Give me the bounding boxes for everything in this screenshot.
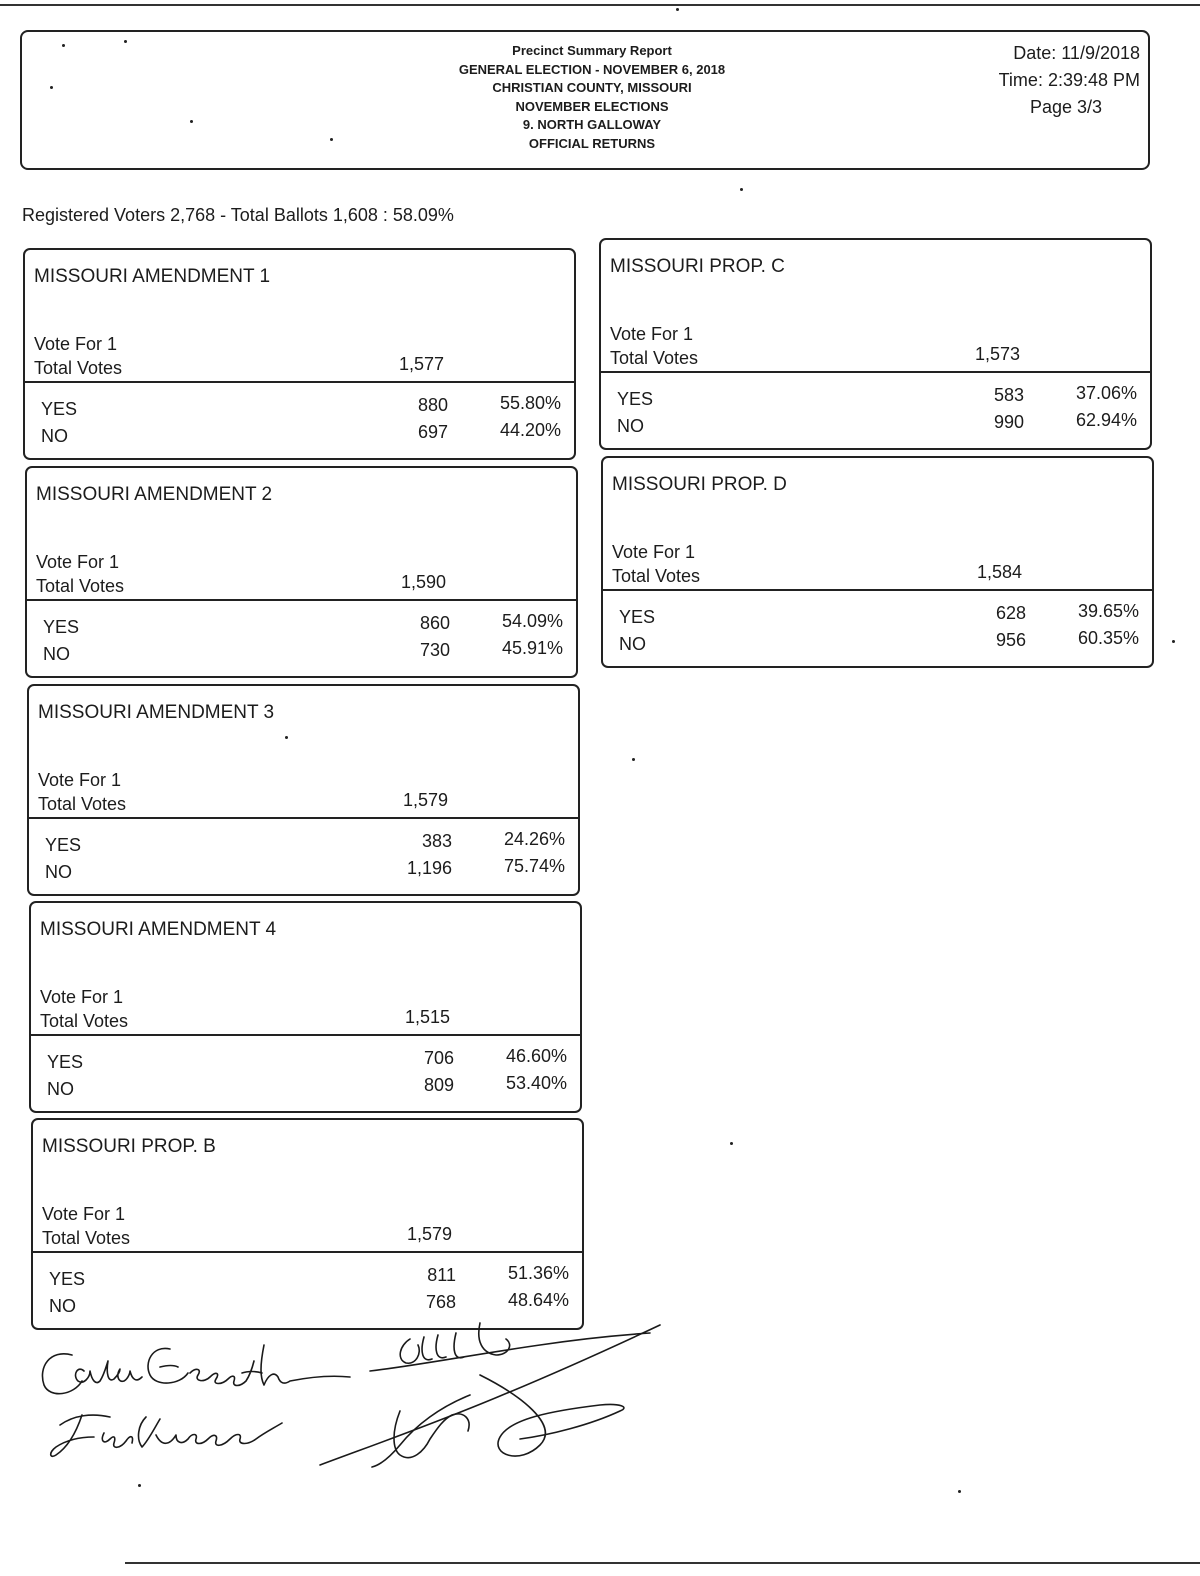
turnout-summary: Registered Voters 2,768 - Total Ballots 1,608 : 58.09% xyxy=(22,205,454,225)
choice-votes: 697 xyxy=(417,422,448,442)
choice-row xyxy=(29,829,578,863)
report-title-block xyxy=(352,42,832,153)
contest-title: MISSOURI AMENDMENT 3 xyxy=(38,702,275,723)
choice-row xyxy=(603,601,1152,635)
report-title: Precinct Summary Report xyxy=(512,43,672,58)
choice-votes: 383 xyxy=(421,831,452,851)
scan-speck xyxy=(730,1142,733,1145)
report-meta xyxy=(922,40,1140,121)
choice-percent: 55.80% xyxy=(499,393,561,413)
total-votes-value: 1,579 xyxy=(406,1224,452,1244)
divider xyxy=(33,1251,582,1253)
choice-votes: 990 xyxy=(993,412,1024,432)
scan-speck xyxy=(676,8,679,11)
choice-label: NO xyxy=(43,644,70,664)
choice-percent: 62.94% xyxy=(1075,410,1137,430)
total-votes-label: Total Votes xyxy=(40,1011,129,1031)
choice-percent: 37.06% xyxy=(1075,383,1137,403)
scan-speck xyxy=(958,1490,961,1493)
scan-speck xyxy=(190,120,193,123)
choice-row xyxy=(31,1046,580,1080)
scan-speck xyxy=(138,1484,141,1487)
scan-speck xyxy=(50,86,53,89)
total-votes-value: 1,577 xyxy=(398,354,444,374)
signature-carla-esseth xyxy=(42,1345,350,1394)
vote-for-label: Vote For 1 xyxy=(610,324,694,344)
choice-row xyxy=(603,628,1152,662)
divider xyxy=(29,817,578,819)
contest-title: MISSOURI AMENDMENT 4 xyxy=(40,919,277,940)
choice-percent: 39.65% xyxy=(1077,601,1139,621)
scan-speck xyxy=(632,758,635,761)
scan-speck xyxy=(330,138,333,141)
choice-row xyxy=(29,856,578,890)
contest-box xyxy=(29,901,582,1113)
choice-row xyxy=(601,410,1150,444)
choice-label: YES xyxy=(45,835,82,855)
vote-for-label: Vote For 1 xyxy=(40,987,124,1007)
contest-box xyxy=(23,248,576,460)
total-votes-value: 1,579 xyxy=(402,790,448,810)
choice-label: NO xyxy=(617,416,644,436)
scan-speck xyxy=(1172,640,1175,643)
total-votes-value: 1,515 xyxy=(404,1007,450,1027)
signature-flourish xyxy=(372,1375,624,1467)
choice-votes: 768 xyxy=(425,1292,456,1312)
page-number: Page 3/3 xyxy=(1029,97,1102,117)
scan-speck xyxy=(285,736,288,739)
choice-label: NO xyxy=(47,1079,74,1099)
choice-percent: 48.64% xyxy=(507,1290,569,1310)
bottom-rule xyxy=(125,1562,1200,1564)
choice-label: YES xyxy=(43,617,80,637)
vote-for-label: Vote For 1 xyxy=(42,1204,126,1224)
total-votes-label: Total Votes xyxy=(610,348,699,368)
total-votes-value: 1,590 xyxy=(400,572,446,592)
choice-row xyxy=(33,1263,582,1297)
choice-label: YES xyxy=(47,1052,84,1072)
contest-title: MISSOURI PROP. B xyxy=(42,1136,216,1157)
choice-percent: 60.35% xyxy=(1077,628,1139,648)
election-group: NOVEMBER ELECTIONS xyxy=(515,98,669,114)
contest-box xyxy=(27,684,580,896)
choice-votes: 583 xyxy=(993,385,1024,405)
contest-box xyxy=(601,456,1154,668)
vote-for-label: Vote For 1 xyxy=(612,542,696,562)
choice-votes: 809 xyxy=(423,1075,454,1095)
election-name: GENERAL ELECTION - NOVEMBER 6, 2018 xyxy=(458,61,726,77)
choice-label: NO xyxy=(45,862,72,882)
choice-label: NO xyxy=(49,1296,76,1316)
signatures xyxy=(20,1315,680,1485)
choice-label: YES xyxy=(41,399,78,419)
choice-votes: 730 xyxy=(419,640,450,660)
contest-box xyxy=(25,466,578,678)
choice-percent: 45.91% xyxy=(501,638,563,658)
scan-speck xyxy=(124,40,127,43)
report-header xyxy=(20,30,1150,170)
signature-lisa-russey xyxy=(51,1415,282,1456)
total-votes-label: Total Votes xyxy=(36,576,125,596)
choice-label: NO xyxy=(41,426,68,446)
signature-line xyxy=(320,1325,660,1465)
vote-for-label: Vote For 1 xyxy=(34,334,118,354)
signature-initials xyxy=(370,1323,650,1371)
choice-votes: 860 xyxy=(419,613,450,633)
choice-percent: 46.60% xyxy=(505,1046,567,1066)
report-date: Date: 11/9/2018 xyxy=(1013,43,1140,63)
divider xyxy=(601,371,1150,373)
choice-label: YES xyxy=(49,1269,86,1289)
total-votes-label: Total Votes xyxy=(612,566,701,586)
choice-votes: 706 xyxy=(423,1048,454,1068)
choice-row xyxy=(25,420,574,454)
divider xyxy=(31,1034,580,1036)
divider xyxy=(25,381,574,383)
contest-title: MISSOURI PROP. D xyxy=(612,474,787,495)
total-votes-label: Total Votes xyxy=(34,358,123,378)
choice-votes: 1,196 xyxy=(406,858,452,878)
scan-speck xyxy=(740,188,743,191)
contest-title: MISSOURI PROP. C xyxy=(610,256,785,277)
choice-label: NO xyxy=(619,634,646,654)
choice-percent: 75.74% xyxy=(503,856,565,876)
choice-votes: 628 xyxy=(995,603,1026,623)
total-votes-value: 1,573 xyxy=(974,344,1020,364)
returns-type: OFFICIAL RETURNS xyxy=(528,135,656,151)
report-time: Time: 2:39:48 PM xyxy=(998,70,1140,90)
choice-percent: 44.20% xyxy=(499,420,561,440)
scan-speck xyxy=(62,44,65,47)
choice-percent: 51.36% xyxy=(507,1263,569,1283)
contest-box xyxy=(599,238,1152,450)
choice-row xyxy=(27,611,576,645)
choice-label: YES xyxy=(619,607,656,627)
contest-title: MISSOURI AMENDMENT 2 xyxy=(36,484,273,505)
total-votes-value: 1,584 xyxy=(976,562,1022,582)
choice-label: YES xyxy=(617,389,654,409)
choice-votes: 956 xyxy=(995,630,1026,650)
vote-for-label: Vote For 1 xyxy=(36,552,120,572)
county-name: CHRISTIAN COUNTY, MISSOURI xyxy=(492,80,692,95)
choice-row xyxy=(601,383,1150,417)
choice-votes: 880 xyxy=(417,395,448,415)
contest-title: MISSOURI AMENDMENT 1 xyxy=(34,266,271,287)
choice-row xyxy=(25,393,574,427)
contest-box xyxy=(31,1118,584,1330)
choice-percent: 24.26% xyxy=(503,829,565,849)
divider xyxy=(603,589,1152,591)
vote-for-label: Vote For 1 xyxy=(38,770,122,790)
top-rule xyxy=(0,4,1200,6)
precinct-name: 9. NORTH GALLOWAY xyxy=(522,117,662,132)
total-votes-label: Total Votes xyxy=(42,1228,131,1248)
total-votes-label: Total Votes xyxy=(38,794,127,814)
choice-votes: 811 xyxy=(427,1265,456,1285)
choice-percent: 53.40% xyxy=(505,1073,567,1093)
choice-row xyxy=(27,638,576,672)
divider xyxy=(27,599,576,601)
choice-percent: 54.09% xyxy=(501,611,563,631)
choice-row xyxy=(31,1073,580,1107)
